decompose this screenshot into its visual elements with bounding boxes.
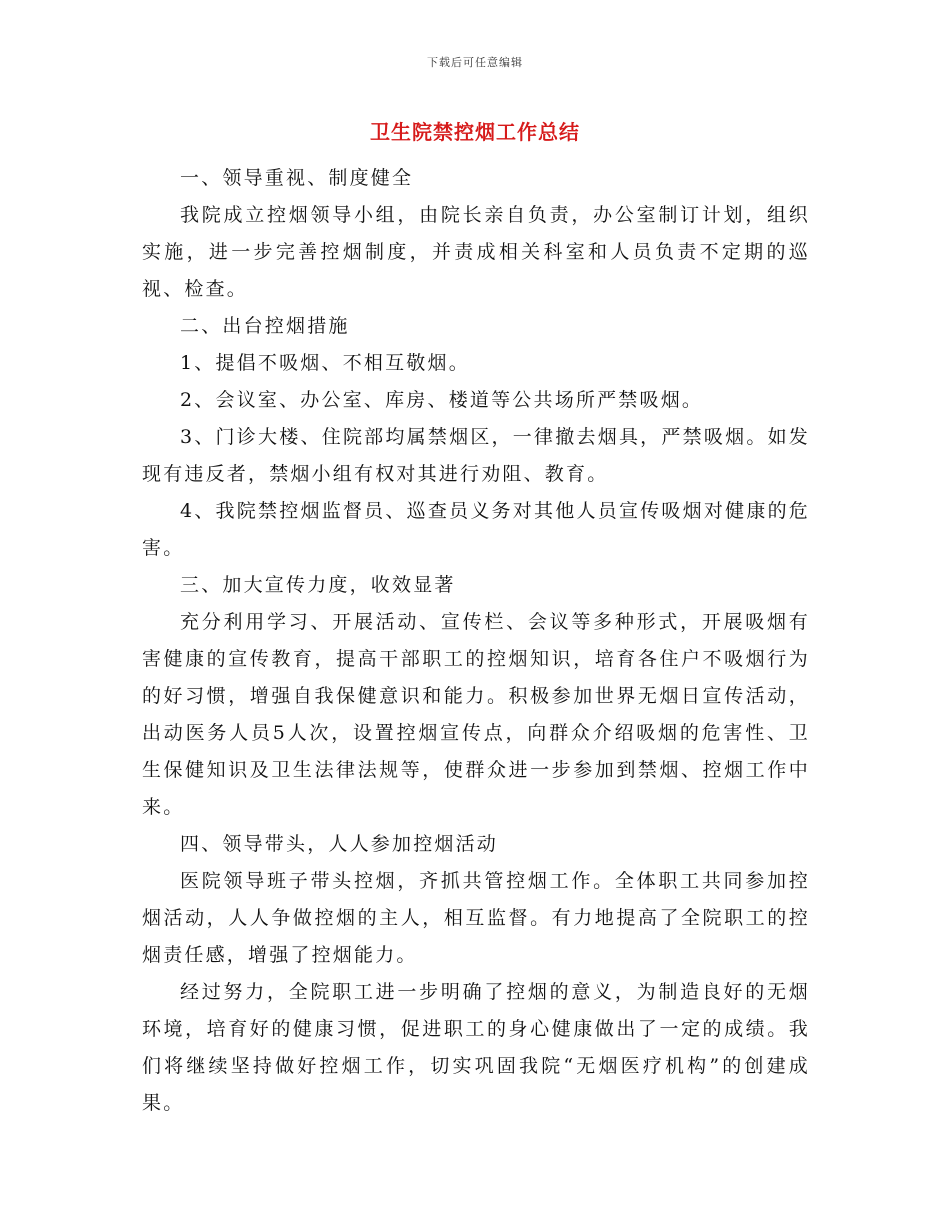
paragraph: 医院领导班子带头控烟，齐抓共管控烟工作。全体职工共同参加控烟活动，人人争做控烟的主人，相互监督。有力地提高了全院职工的控烟责任感，增强了控烟能力。	[142, 870, 810, 966]
section-heading-3: 三、加大宣传力度，收效显著	[180, 574, 456, 596]
list-item: 3、门诊大楼、住院部均属禁烟区，一律撤去烟具，严禁吸烟。如发现有违反者，禁烟小组有权对其进行劝阻、教育。	[142, 426, 810, 485]
paragraph: 充分利用学习、开展活动、宣传栏、会议等多种形式，开展吸烟有害健康的宣传教育，提高干部职工的控烟知识，培育各住户不吸烟行为的好习惯，增强自我保健意识和能力。积极参加世界无烟日宣传活动，出动医务人员5人次，设置控烟宣传点，向群众介绍吸烟的危害性、卫生保健知识及卫生法律法规等，使群众进一步参加到禁烟、控烟工作中来。	[142, 611, 810, 818]
paragraph: 经过努力，全院职工进一步明确了控烟的意义，为制造良好的无烟环境，培育好的健康习惯，促进职工的身心健康做出了一定的成绩。我们将继续坚持做好控烟工作，切实巩固我院“无烟医疗机构”的创建成果。	[142, 981, 810, 1114]
list-item: 2、会议室、办公室、库房、楼道等公共场所严禁吸烟。	[180, 389, 704, 411]
document-title: 卫生院禁控烟工作总结	[370, 120, 580, 144]
section-heading-1: 一、领导重视、制度健全	[180, 167, 414, 189]
section-heading-4: 四、领导带头，人人参加控烟活动	[180, 833, 499, 855]
section-heading-2: 二、出台控烟措施	[180, 315, 350, 337]
document-body	[142, 160, 810, 1122]
list-item: 4、我院禁控烟监督员、巡查员义务对其他人员宣传吸烟对健康的危害。	[142, 500, 810, 559]
list-item: 1、提倡不吸烟、不相互敬烟。	[180, 352, 470, 374]
header-note: 下载后可任意编辑	[427, 56, 523, 69]
paragraph: 我院成立控烟领导小组，由院长亲自负责，办公室制订计划，组织实施，进一步完善控烟制度，并责成相关科室和人员负责不定期的巡视、检查。	[142, 204, 810, 300]
